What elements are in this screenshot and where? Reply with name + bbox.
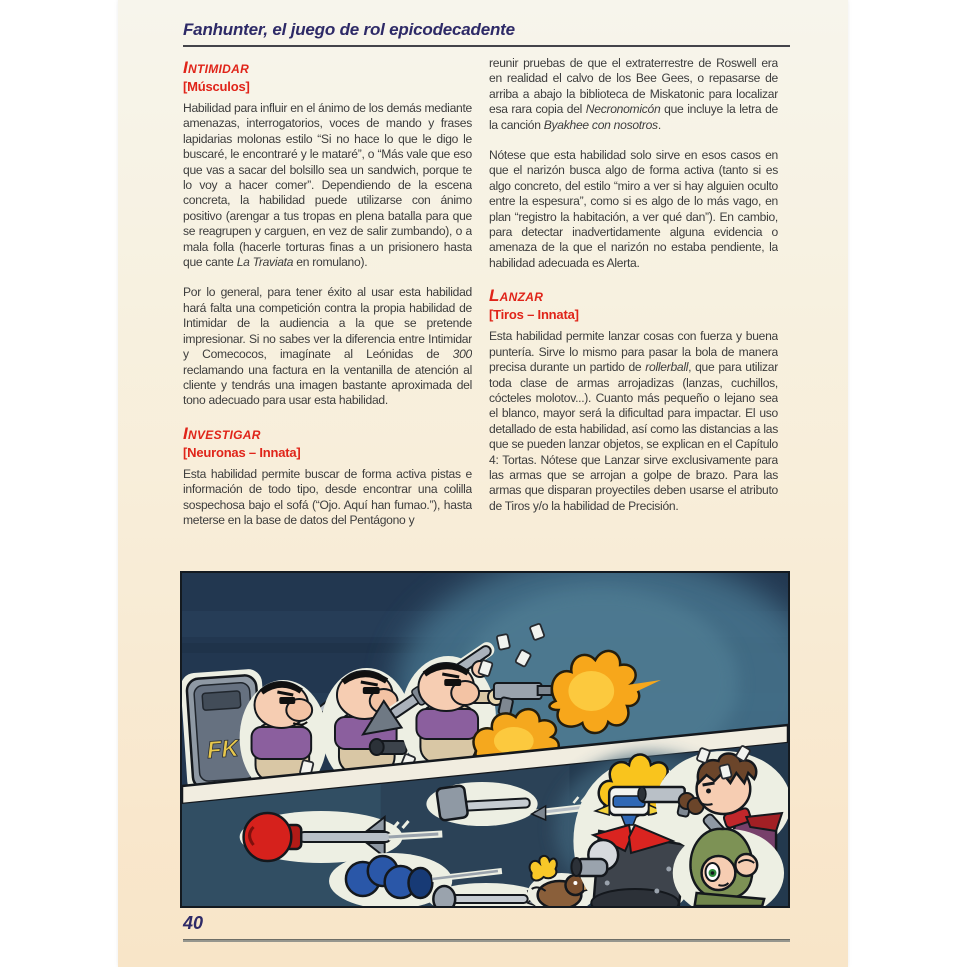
skill-heading-intimidar: Intimidar (183, 58, 250, 77)
skill-stat-investigar: [Neuronas – Innata] (183, 444, 301, 460)
paragraph: Esta habilidad permite lanzar cosas con fuerza y buena puntería. Sirve lo mismo para pasar la bola de manera precisa durante un partido de rollerball, que para utilizar toda clase de armas arrojadizas (lanzas, cuchillos, cócteles molotov...). Cuanto más pequeño o lejano sea el blanco, mayor será la dificultad para impactar. El uso detallado de esta habilidad, así como las distancias a las que se pueden lanzar objetos, se explican en el Capítulo 4: Tortas. Nótese que Lanzar sirve exclusivamente para las armas que se arrojan a golpe de brazo. Para las armas que disparan proyectiles deben usarse el atributo de Tiros y/o la habilidad de Precisión. (489, 329, 778, 513)
hammer-projectile (426, 782, 537, 826)
footer-rule (183, 939, 790, 942)
comic-art (182, 573, 788, 906)
handheld-gun (370, 739, 407, 755)
paragraph: Habilidad para influir en el ánimo de los demás mediante amenazas, interrogatorios, voces de mando y frases lapidarias molonas estilo “Si no hace lo que le digo le buscaré, le encontraré y le mataré”, o “Más vale que eso que vas a sacar del bolsillo sea un sandwich, porque te lo voy a hacer comer”. Dependiendo de la escena concreta, la habilidad puede utilizarse con ánimo positivo (arengar a tus tropas en plena batalla para que se reagrupen y carguen, en vez de salir zumbando), o a mala folla (hacerle torturas finas a un prisionero hasta que cante La Traviata en romulano). (183, 101, 472, 270)
header-rule (183, 45, 790, 47)
book-page (118, 0, 848, 967)
right-column (489, 56, 778, 566)
paragraph: Por lo general, para tener éxito al usar esta habilidad hará falta una competición contra la propia habilidad de Intimidar de la audiencia a la que se pretende impresionar. Si no sabes ver la diferencia entre Intimidar y Comecocos, imagínate al Leónidas de 300 reclamando una factura en la ventanilla de atención al cliente y tendrás una imagen bastante aproximada del tono adecuado para usar esta habilidad. (183, 285, 472, 408)
comic-illustration (180, 571, 790, 908)
skill-stat-lanzar: [Tiros – Innata] (489, 307, 579, 323)
paragraph: reunir pruebas de que el extraterrestre de Roswell era en realidad el calvo de los Bee Gees, o repasarse de arriba a abajo la biblioteca de Miskatonic para localizar esa rara copia del Necronomicón que incluye la letra de la canción Byakhee con nosotros. (489, 56, 778, 132)
skill-heading-investigar: Investigar (183, 423, 261, 443)
page-number: 40 (183, 913, 204, 933)
running-header-title: Fanhunter, el juego de rol epicodecadente (183, 20, 515, 39)
skill-heading-lanzar: Lanzar (489, 286, 544, 306)
paragraph: Nótese que esta habilidad solo sirve en esos casos en que el narizón busca algo de forma activa (tanto si es algo concreto, del estilo “miro a ver si hay alguien oculto entre la espesura”, como si es algo de lo más vago, en plan “registro la habitación, a ver qué dan”). En cambio, para detectar inadvertidamente alguna evidencia o amenaza de la que el narizón no estaba pendiente, la habilidad adecuada es Alerta. (489, 148, 778, 270)
left-column (183, 56, 472, 566)
shield-label: FK (206, 734, 240, 765)
paragraph: Esta habilidad permite buscar de forma activa pistas e información de todo tipo, desde encontrar una colilla sospechosa bajo el sofá (“Ojo. Aquí han fumao.”), hasta meterse en la base de datos del Pentágono y (183, 466, 472, 527)
skill-stat-intimidar: [Músculos] (183, 79, 250, 94)
